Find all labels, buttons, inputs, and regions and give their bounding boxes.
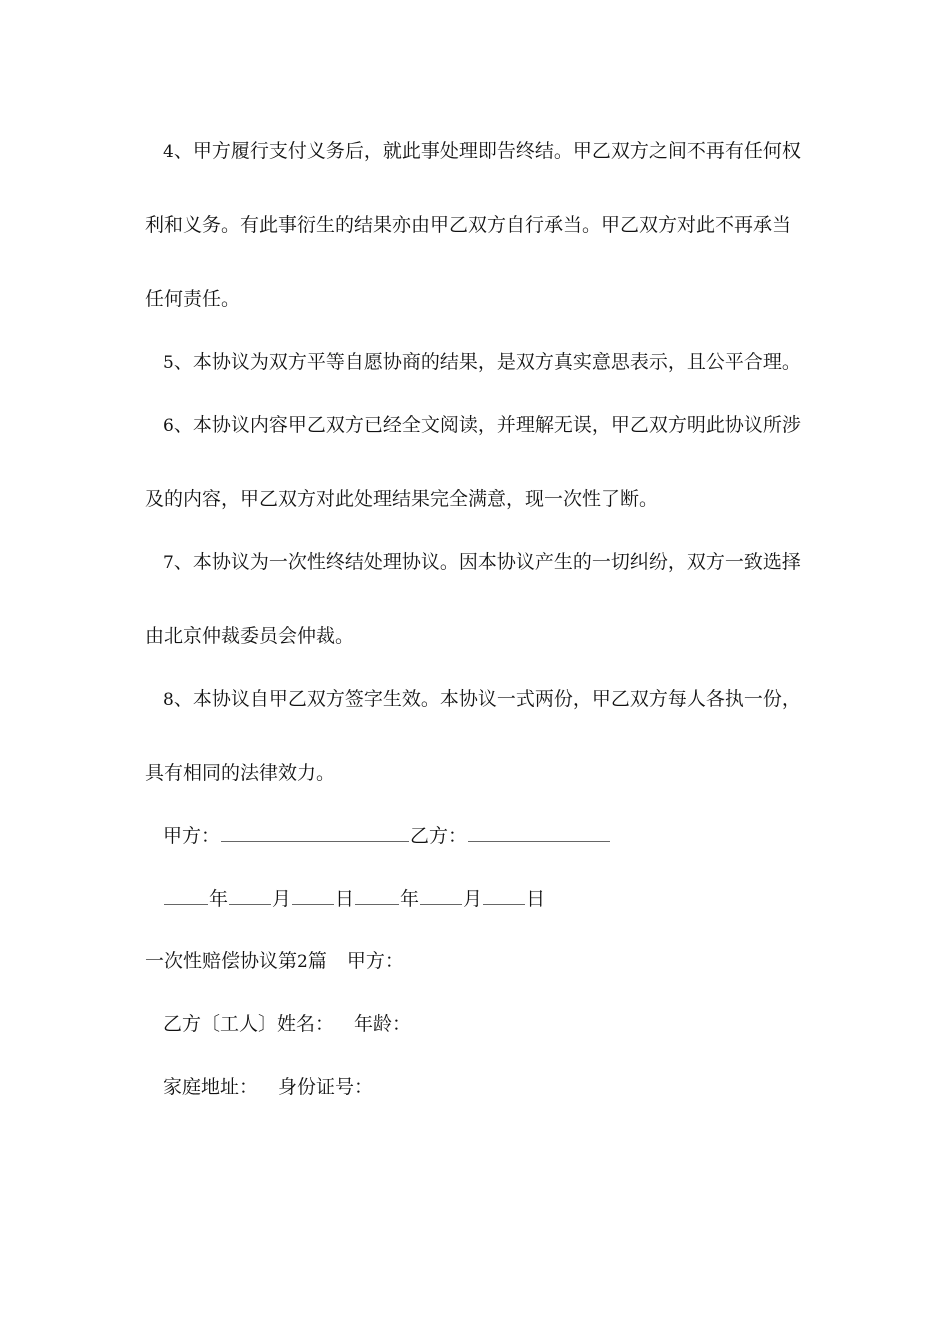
address-info-row	[163, 1073, 843, 1101]
section-2-heading	[145, 947, 825, 976]
section-title-prefix: 一次性赔偿协议第	[145, 950, 298, 972]
clause-4-line-1	[163, 137, 843, 166]
clause-8-line-2: 具有相同的法律效力。	[145, 762, 336, 784]
year-label: 年	[209, 888, 229, 910]
id-number-label: 身份证号：	[278, 1076, 374, 1098]
worker-age-label: 年龄：	[354, 1013, 412, 1035]
worker-info-row	[163, 1010, 843, 1038]
clause-text: 、本协议自甲乙双方签字生效。本协议一式两份，甲乙双方每人各执一份，	[173, 688, 801, 710]
party-a-year-blank[interactable]	[164, 885, 208, 905]
month-label: 月	[463, 888, 483, 910]
party-b-day-blank[interactable]	[483, 885, 525, 905]
section-title-suffix: 篇	[307, 950, 327, 972]
party-b-signature-blank[interactable]	[468, 822, 610, 842]
party-b-label: 乙方：	[410, 825, 468, 847]
clause-5-line-1	[163, 348, 843, 377]
clause-text: 、本协议为一次性终结处理协议。因本协议产生的一切纠纷，双方一致选择	[173, 551, 801, 573]
party-a-month-blank[interactable]	[229, 885, 271, 905]
clause-text: 、甲方履行支付义务后，就此事处理即告终结。甲乙双方之间不再有任何权	[173, 140, 801, 162]
clause-4-line-3: 任何责任。	[145, 288, 241, 310]
clause-4-line-2: 利和义务。有此事衍生的结果亦由甲乙双方自行承当。甲乙双方对此不再承当	[145, 214, 792, 236]
worker-name-label: 乙方〔工人〕姓名：	[163, 1013, 335, 1035]
clause-6-line-1	[163, 411, 843, 440]
clause-6-line-2: 及的内容，甲乙双方对此处理结果完全满意，现一次性了断。	[145, 488, 659, 510]
date-row	[163, 885, 843, 913]
clause-number: 6	[163, 416, 174, 436]
clause-number: 4	[163, 142, 174, 162]
clause-number: 7	[163, 553, 174, 573]
party-b-year-blank[interactable]	[355, 885, 399, 905]
clause-text: 、本协议内容甲乙双方已经全文阅读，并理解无误，甲乙双方明此协议所涉	[173, 414, 801, 436]
signature-row	[163, 822, 843, 850]
day-label: 日	[526, 888, 546, 910]
home-address-label: 家庭地址：	[163, 1076, 259, 1098]
section-party-a-label: 甲方：	[346, 950, 404, 972]
party-b-month-blank[interactable]	[420, 885, 462, 905]
section-title-number: 2	[297, 952, 308, 972]
clause-number: 8	[163, 690, 174, 710]
month-label: 月	[272, 888, 292, 910]
clause-7-line-2: 由北京仲裁委员会仲裁。	[145, 625, 355, 647]
party-a-label: 甲方：	[163, 825, 221, 847]
year-label: 年	[400, 888, 420, 910]
party-a-signature-blank[interactable]	[221, 822, 409, 842]
day-label: 日	[335, 888, 355, 910]
clause-number: 5	[163, 353, 174, 373]
clause-text: 、本协议为双方平等自愿协商的结果，是双方真实意思表示，且公平合理。	[173, 351, 801, 373]
clause-7-line-1	[163, 548, 843, 577]
party-a-day-blank[interactable]	[292, 885, 334, 905]
clause-8-line-1	[163, 685, 843, 714]
